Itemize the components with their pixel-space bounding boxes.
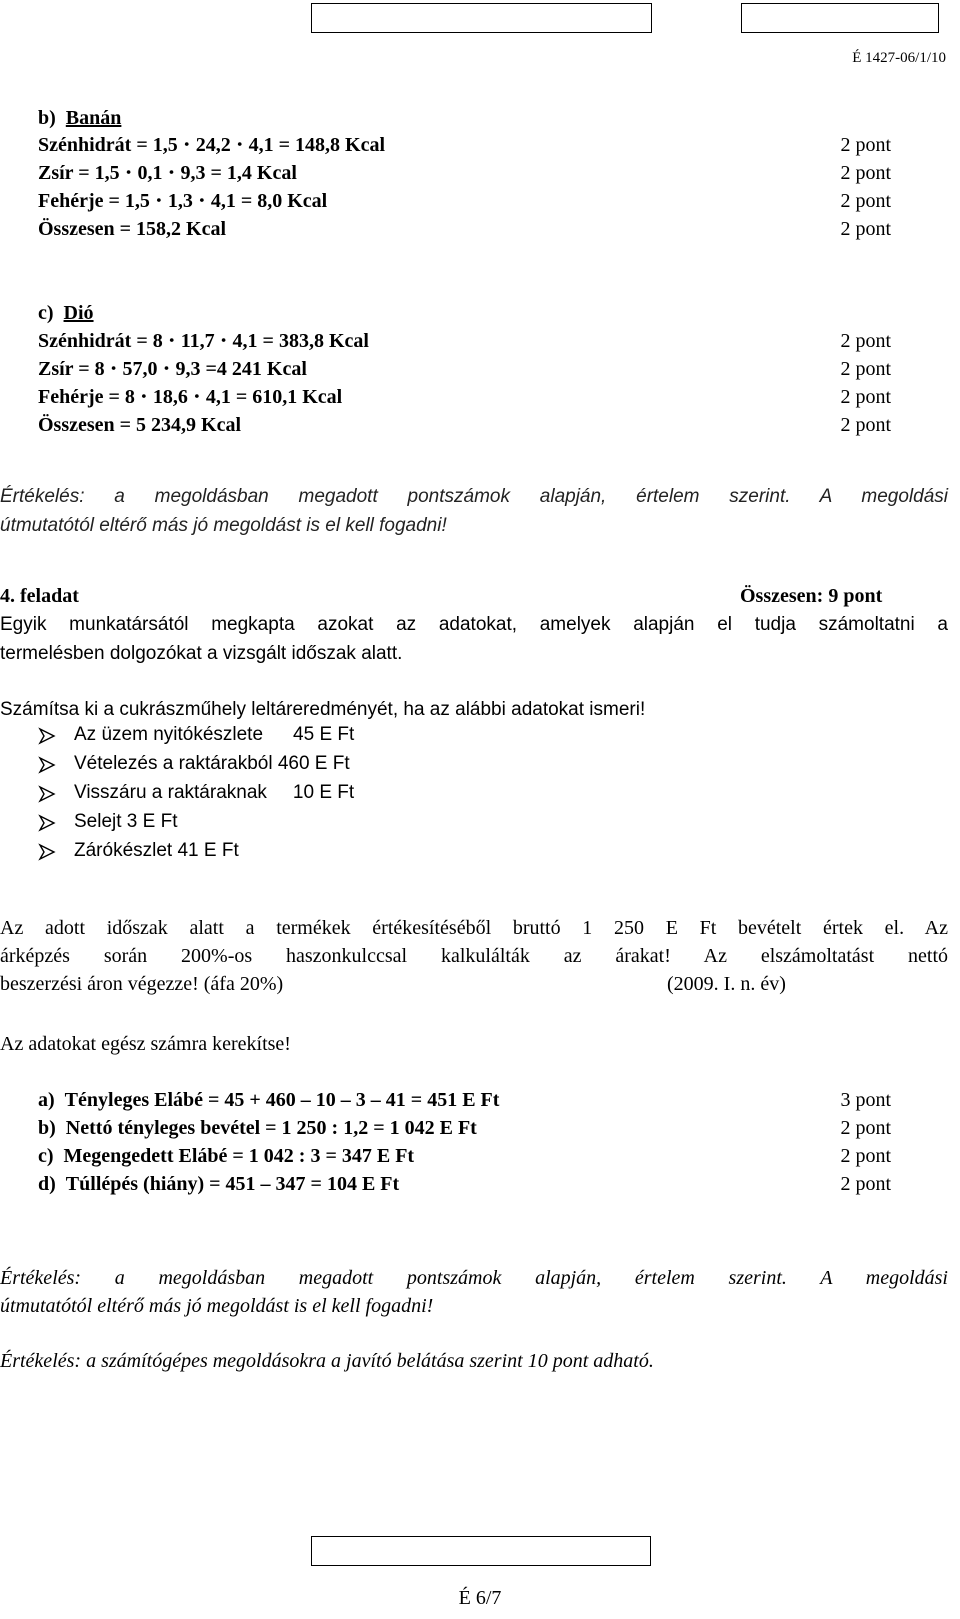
- intro-line: Egyik munkatársától megkapta azokat az adatokat, amelyek alapján el tudja számoltatni a: [0, 614, 948, 635]
- task-intro: [0, 610, 948, 668]
- list-item: [38, 779, 354, 808]
- points: 2 pont: [840, 1117, 891, 1139]
- task-paragraph: [0, 914, 948, 998]
- header-box-left: [311, 3, 652, 33]
- points: 2 pont: [840, 1173, 891, 1195]
- points: 2 pont: [840, 330, 891, 352]
- section-c-title: [38, 299, 891, 327]
- exam-period: (2009. I. n. év): [667, 973, 786, 995]
- section-b-line: [38, 187, 891, 215]
- item-label: Zárókészlet 41 E Ft: [74, 840, 239, 861]
- paragraph-line: Az adott időszak alatt a termékek értékesítéséből bruttó 1 250 E Ft bevételt értek el. Az: [0, 917, 948, 939]
- answer-row: [38, 1142, 891, 1170]
- item-label: Az üzem nyitókészlete: [74, 724, 264, 745]
- section-c-marker: c): [38, 302, 54, 324]
- section-b-line: [38, 159, 891, 187]
- calc-text: Összesen = 5 234,9 Kcal: [38, 414, 242, 436]
- list-item: [38, 721, 354, 750]
- arrowhead-bullet-icon: [38, 843, 56, 861]
- list-item: [38, 750, 354, 779]
- points: 2 pont: [840, 134, 891, 156]
- answer-text: Tényleges Elábé = 45 + 460 – 10 – 3 – 41 = 451 E Ft: [64, 1089, 500, 1111]
- evaluation-note-2: [0, 1264, 948, 1320]
- data-list: [38, 721, 354, 866]
- points: 2 pont: [840, 358, 891, 380]
- item-label: Vételezés a raktárakból 460 E Ft: [74, 753, 350, 774]
- calc-text: Fehérje = 1,5 ⋅ 1,3 ⋅ 4,1 = 8,0 Kcal: [38, 190, 328, 212]
- section-c-line: [38, 327, 891, 355]
- arrowhead-bullet-icon: [38, 727, 56, 745]
- task-total-points: Összesen: 9 pont: [740, 585, 883, 607]
- list-item: [38, 837, 354, 866]
- points: 2 pont: [840, 162, 891, 184]
- evaluation-line: útmutatótól eltérő más jó megoldást is el kell fogadni!: [0, 515, 447, 536]
- points: 2 pont: [840, 190, 891, 212]
- calc-text: Szénhidrát = 8 ⋅ 11,7 ⋅ 4,1 = 383,8 Kcal: [38, 330, 369, 352]
- task-question: Számítsa ki a cukrászműhely leltáreredményét, ha az alábbi adatokat ismeri!: [0, 699, 646, 720]
- answer-row: [38, 1170, 891, 1198]
- answer-row: [38, 1086, 891, 1114]
- answer-row: [38, 1114, 891, 1142]
- calc-text: Szénhidrát = 1,5 ⋅ 24,2 ⋅ 4,1 = 148,8 Kcal: [38, 134, 386, 156]
- evaluation-note-1: [0, 482, 948, 540]
- answer-marker: b): [38, 1117, 56, 1139]
- section-b-title-text: Banán: [65, 107, 122, 129]
- section-b-marker: b): [38, 107, 56, 129]
- answer-marker: c): [38, 1145, 54, 1167]
- section-b-line: [38, 131, 891, 159]
- section-c-title-text: Dió: [63, 302, 94, 324]
- intro-line: termelésben dolgozókat a vizsgált időszak alatt.: [0, 643, 403, 664]
- item-label: Visszáru a raktáraknak: [74, 782, 267, 803]
- task-title: 4. feladat: [0, 585, 79, 607]
- calc-text: Összesen = 158,2 Kcal: [38, 218, 227, 240]
- header-box-right: [741, 3, 939, 33]
- section-b-title: [38, 104, 891, 132]
- item-value: 45 E Ft: [293, 724, 355, 745]
- paragraph-line: árképzés során 200%-os haszonkulccsal kalkulálták az árakat! Az elszámoltatást nettó: [0, 945, 948, 967]
- footer-box: [311, 1536, 651, 1566]
- paragraph-line: beszerzési áron végezze! (áfa 20%): [0, 973, 284, 995]
- answer-marker: a): [38, 1089, 55, 1111]
- calc-text: Zsír = 8 ⋅ 57,0 ⋅ 9,3 =4 241 Kcal: [38, 358, 307, 380]
- answer-text: Túllépés (hiány) = 451 – 347 = 104 E Ft: [65, 1173, 400, 1195]
- arrowhead-bullet-icon: [38, 785, 56, 803]
- section-b-line: [38, 215, 891, 243]
- evaluation-line: Értékelés: a megoldásban megadott pontszámok alapján, értelem szerint. A megoldási: [0, 486, 948, 507]
- evaluation-line: Értékelés: a megoldásban megadott pontszámok alapján, értelem szerint. A megoldási: [0, 1267, 948, 1289]
- points: 2 pont: [840, 1145, 891, 1167]
- points: 3 pont: [840, 1089, 891, 1111]
- list-item: [38, 808, 354, 837]
- arrowhead-bullet-icon: [38, 814, 56, 832]
- evaluation-line: útmutatótól eltérő más jó megoldást is el kell fogadni!: [0, 1295, 434, 1317]
- calc-text: Fehérje = 8 ⋅ 18,6 ⋅ 4,1 = 610,1 Kcal: [38, 386, 343, 408]
- document-code: É 1427-06/1/10: [852, 50, 946, 66]
- points: 2 pont: [840, 386, 891, 408]
- answer-marker: d): [38, 1173, 56, 1195]
- answer-text: Nettó tényleges bevétel = 1 250 : 1,2 = 1 042 E Ft: [65, 1117, 477, 1139]
- answer-text: Megengedett Elábé = 1 042 : 3 = 347 E Ft: [63, 1145, 415, 1167]
- item-value: 10 E Ft: [292, 782, 355, 803]
- page-number: É 6/7: [458, 1587, 502, 1609]
- section-c-line: [38, 411, 891, 439]
- arrowhead-bullet-icon: [38, 756, 56, 774]
- item-label: Selejt 3 E Ft: [74, 811, 178, 832]
- section-c-line: [38, 383, 891, 411]
- points: 2 pont: [840, 414, 891, 436]
- points: 2 pont: [840, 218, 891, 240]
- evaluation-note-3: Értékelés: a számítógépes megoldásokra a javító belátása szerint 10 pont adható.: [0, 1350, 654, 1372]
- section-c-line: [38, 355, 891, 383]
- rounding-instruction: Az adatokat egész számra kerekítse!: [0, 1033, 291, 1055]
- calc-text: Zsír = 1,5 ⋅ 0,1 ⋅ 9,3 = 1,4 Kcal: [38, 162, 297, 184]
